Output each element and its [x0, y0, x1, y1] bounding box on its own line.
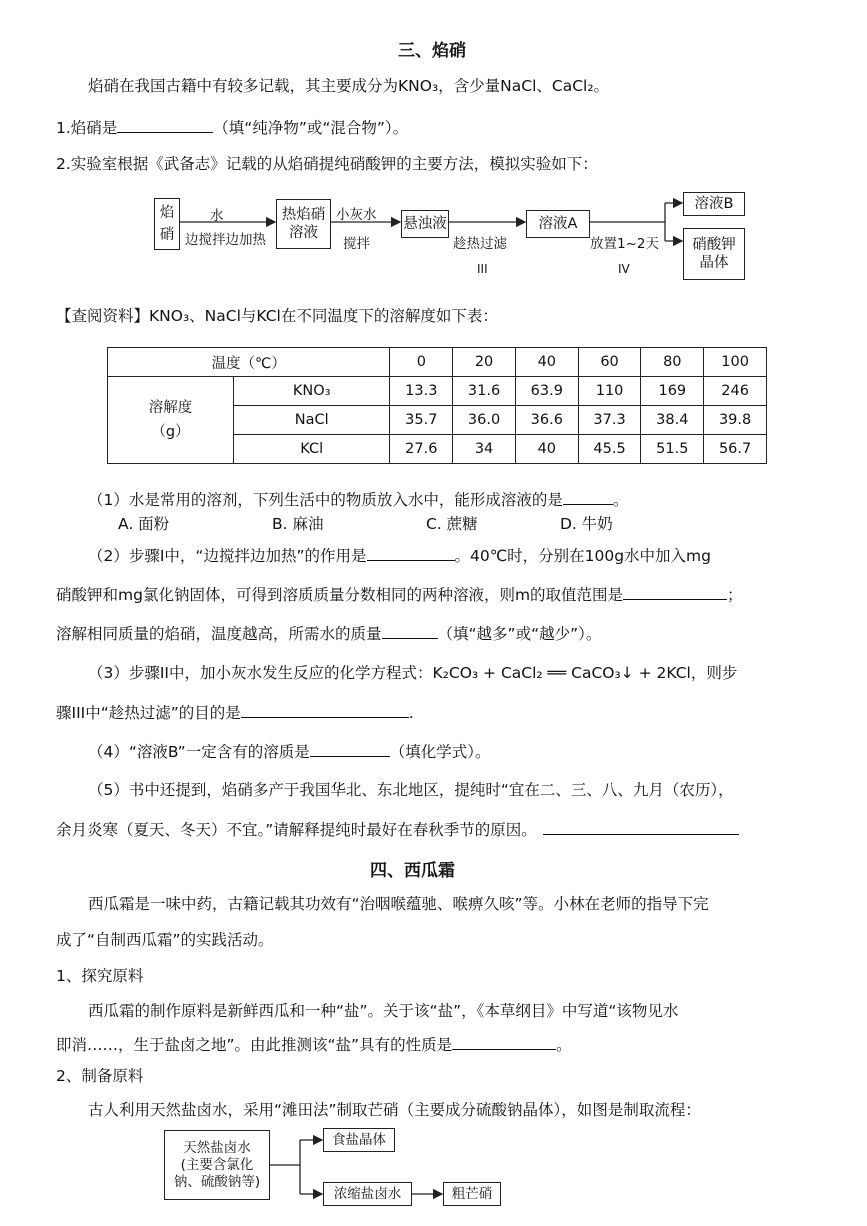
option-c[interactable]: C. 蔗糖 — [426, 515, 478, 533]
flow1-step3-number: III — [477, 262, 488, 276]
subsection-1-line2: 即消……，生于盐卤之地”。由此推测该“盐”具有的性质是 。 — [56, 1033, 572, 1055]
subq5-line2: 余月炎寒（夏天、冬天）不宜。”请解释提纯时最好在春秋季节的原因。 — [56, 818, 739, 840]
flow1-step2-top: 小灰水 — [336, 207, 377, 223]
flow2-box-crude-mirabilite: 粗芒硝 — [443, 1182, 501, 1206]
section3-intro: 焰硝在我国古籍中有较多记载，其主要成分为KNO₃，含少量NaCl、CaCl₂。 — [88, 77, 610, 95]
subq2-line1: （2）步骤Ⅰ中，“边搅拌边加热”的作用是 。40℃时，分别在100g水中加入mg — [88, 544, 711, 566]
table-cell: 36.0 — [453, 406, 516, 435]
table-cell: 38.4 — [641, 406, 704, 435]
table-cell: 34 — [453, 435, 516, 464]
section4-intro-line2: 成了“自制西瓜霜”的实践活动。 — [56, 931, 274, 949]
flow2-arrows — [0, 1120, 867, 1226]
table-cell: 169 — [641, 377, 704, 406]
solubility-label: 溶解度 （g） — [108, 377, 234, 464]
q1: 1.焰硝是 （填“纯净物”或“混合物”）。 — [56, 116, 408, 138]
flow2-box-brine: 天然盐卤水 (主要含氯化 钠、硫酸钠等) — [164, 1130, 270, 1200]
subq4: （4）“溶液B”一定含有的溶质是 （填化学式）。 — [88, 740, 490, 762]
temp-cell: 20 — [453, 348, 516, 377]
section4-intro-line1: 西瓜霜是一味中药，古籍记载其功效有“治咽喉蕴驰、喉痹久咳”等。小林在老师的指导下完 — [88, 895, 709, 913]
substance-name: KCl — [234, 435, 390, 464]
subq2-blank2[interactable] — [623, 583, 727, 600]
table-cell: 45.5 — [578, 435, 641, 464]
table-cell: 110 — [578, 377, 641, 406]
option-b[interactable]: B. 麻油 — [272, 515, 324, 533]
subq3-line2: 骤III中“趁热过滤”的目的是 . — [56, 701, 414, 723]
subsection-1-line1: 西瓜霜的制作原料是新鲜西瓜和一种“盐”。关于该“盐”，《本草纲目》中写道“该物见水 — [88, 1002, 679, 1020]
flow1-step3-bottom: 趁热过滤 — [453, 236, 507, 252]
option-a[interactable]: A. 面粉 — [118, 515, 170, 533]
table-cell: 31.6 — [453, 377, 516, 406]
temp-cell: 0 — [390, 348, 453, 377]
table-header-row — [108, 348, 767, 377]
flow1-step2-bottom: 搅拌 — [343, 236, 370, 252]
flow1-step4-number: IV — [618, 262, 630, 276]
q2-intro: 2.实验室根据《武备志》记载的从焰硝提纯硝酸钾的主要方法，模拟实验如下： — [56, 155, 598, 173]
flow1-box-solution-b: 溶液B — [683, 192, 745, 216]
flow1-step1-bottom: 边搅拌边加热 — [185, 232, 266, 248]
solubility-table — [107, 347, 767, 464]
subq2-blank1[interactable] — [367, 544, 455, 561]
section3-title: 三、焰硝 — [398, 41, 466, 61]
table-cell: 51.5 — [641, 435, 704, 464]
flow1-box-yanxiao: 焰硝 — [154, 198, 180, 250]
data-note: 【查阅资料】KNO₃、NaCl与KCl在不同温度下的溶解度如下表： — [56, 307, 498, 325]
subq4-blank[interactable] — [310, 740, 390, 757]
flow1-box-solution-a: 溶液A — [526, 210, 590, 238]
flow1-box-kno3-crystal: 硝酸钾晶体 — [683, 228, 745, 280]
subq2-line3: 溶解相同质量的焰硝，温度越高，所需水的质量 （填“越多”或“越少”）。 — [56, 622, 601, 644]
substance-name: NaCl — [234, 406, 390, 435]
temp-cell: 60 — [578, 348, 641, 377]
flow1-step4-bottom: 放置1~2天 — [590, 236, 659, 252]
subq5-blank[interactable] — [543, 818, 739, 835]
flow2-box-concentrated-brine: 浓缩盐卤水 — [323, 1182, 412, 1206]
subq1: （1）水是常用的溶剂，下列生活中的物质放入水中，能形成溶液的是 。 — [88, 488, 628, 510]
table-cell: 37.3 — [578, 406, 641, 435]
subsection-1-blank[interactable] — [452, 1033, 556, 1050]
table-cell: 56.7 — [704, 435, 767, 464]
subq3-blank[interactable] — [241, 701, 409, 718]
table-cell: 27.6 — [390, 435, 453, 464]
subsection-2-title: 2、制备原料 — [56, 1067, 144, 1085]
subq2-line2: 硝酸钾和mg氯化钠固体，可得到溶质质量分数相同的两种溶液，则m的取值范围是 ； — [56, 583, 743, 605]
table-cell: 36.6 — [515, 406, 578, 435]
flow1-box-suspension: 悬浊液 — [401, 210, 449, 238]
flow1-step1-top: 水 — [210, 208, 224, 224]
subsection-2-intro: 古人利用天然盐卤水，采用“滩田法”制取芒硝（主要成分硫酸钠晶体），如图是制取流程： — [88, 1101, 701, 1119]
option-d[interactable]: D. 牛奶 — [560, 515, 613, 533]
table-cell: 40 — [515, 435, 578, 464]
table-cell: 35.7 — [390, 406, 453, 435]
subq1-blank[interactable] — [563, 488, 613, 505]
table-cell: 63.9 — [515, 377, 578, 406]
subsection-1-title: 1、探究原料 — [56, 967, 144, 985]
table-cell: 246 — [704, 377, 767, 406]
table-cell: 13.3 — [390, 377, 453, 406]
flow1-box-hot-solution: 热焰硝溶液 — [276, 199, 331, 249]
temp-label: 温度（℃） — [108, 348, 390, 377]
substance-name: KNO₃ — [234, 377, 390, 406]
subq2-blank3[interactable] — [382, 622, 438, 639]
table-row — [108, 377, 767, 406]
subq5-line1: （5）书中还提到，焰硝多产于我国华北、东北地区，提纯时“宜在二、三、八、九月（农历）， — [88, 781, 734, 799]
subq3-line1: （3）步骤II中，加小灰水发生反应的化学方程式：K₂CO₃ + CaCl₂ ══ CaCO₃↓ + 2KCl，则步 — [88, 664, 738, 682]
temp-cell: 80 — [641, 348, 704, 377]
flow2-box-salt-crystal: 食盐晶体 — [323, 1128, 395, 1152]
temp-cell: 40 — [515, 348, 578, 377]
section4-title: 四、西瓜霜 — [370, 861, 455, 881]
table-cell: 39.8 — [704, 406, 767, 435]
temp-cell: 100 — [704, 348, 767, 377]
